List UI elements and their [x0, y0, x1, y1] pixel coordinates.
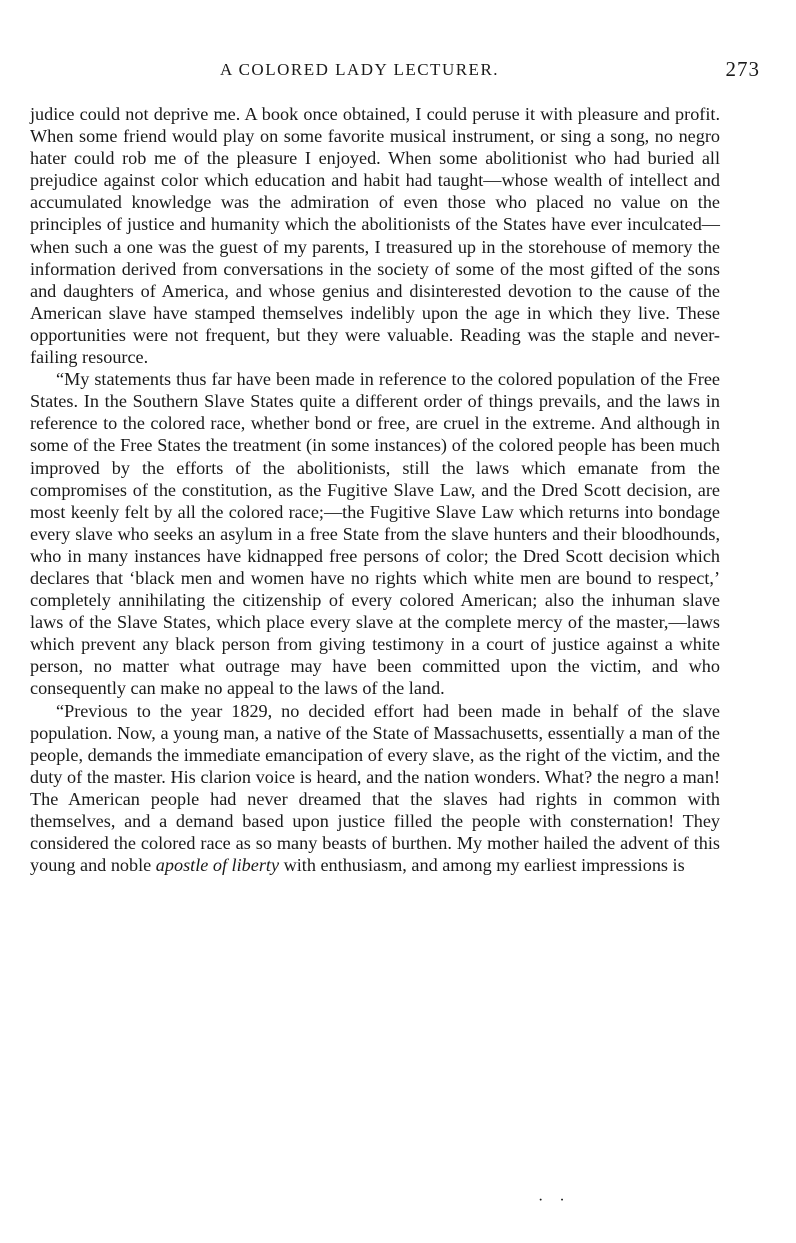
italic-phrase: apostle of liberty: [155, 855, 280, 876]
body-text: [30, 103, 720, 876]
paragraph-continuation: judice could not deprive me. A book once obtained, I could peruse it with pleasure and profit. When some friend would play on some favorite musical instrument, or sing a song, no negro hater could rob me of the pleasure I enjoyed. When some abolitionist who had buried all prejudice against color which education and habit had taught—whose wealth of intellect and accumulated knowledge was the admiration of even those who placed no value on the principles of justice and humanity which the abolitionists of the States have ever inculcated—when such a one was the guest of my parents, I treasured up in the storehouse of memory the information derived from conversations in the society of some of the most gifted of the sons and daughters of America, and whose genius and disinterested devotion to the cause of the American slave have stamped themselves indelibly upon the age in which they live. These opportunities were not frequent, but they were valuable. Reading was the staple and never-failing resource.: [30, 104, 720, 368]
paragraph-year-1829: [30, 700, 720, 877]
printer-mark: · ·: [538, 1192, 571, 1209]
running-head: [30, 57, 766, 90]
paragraph-1829-tail: with enthusiasm, and among my earliest impressions is: [283, 855, 685, 876]
paragraph-1829-text: “Previous to the year 1829, no decided effort had been made in behalf of the slave population. Now, a young man, a native of the State of Massachusetts, essentially a man of the people, demands the immediate emancipation of every slave, as the right of the victim, and the duty of the master. His clarion voice is heard, and the nation wonders. What? the negro a man! The American people had never dreamed that the slaves had rights in common with themselves, and a demand based upon justice filled the people with consternation! They considered the colored race as so many beasts of burthen. My mother hailed the advent of this young and noble: [30, 700, 720, 876]
running-title: A COLORED LADY LECTURER.: [220, 60, 500, 79]
book-page: [30, 0, 766, 1243]
paragraph-free-states: “My statements thus far have been made in reference to the colored population of the Free States. In the Southern Slave States quite a different order of things prevails, and the laws in reference to the colored race, whether bond or free, are cruel in the extreme. And although in some of the Free States the treatment (in some instances) of the colored people has been much improved by the efforts of the abolitionists, still the laws which emanate from the compromises of the constitution, as the Fugitive Slave Law, and the Dred Scott decision, are most keenly felt by all the colored race;—the Fugitive Slave Law which returns into bondage every slave who seeks an asylum in a free State from the slave hunters and their bloodhounds, who in many instances have kidnapped free persons of color; the Dred Scott decision which declares that ‘black men and women have no rights which white men are bound to respect,’ completely annihilating the citizenship of every colored American; also the inhuman slave laws of the Slave States, which place every slave at the complete mercy of the master,—laws which prevent any black person from giving testimony in a court of justice against a white person, no matter what outrage may have been committed upon the victim, and who consequently can make no appeal to the laws of the land.: [30, 369, 720, 699]
page-number: 273: [725, 57, 760, 81]
